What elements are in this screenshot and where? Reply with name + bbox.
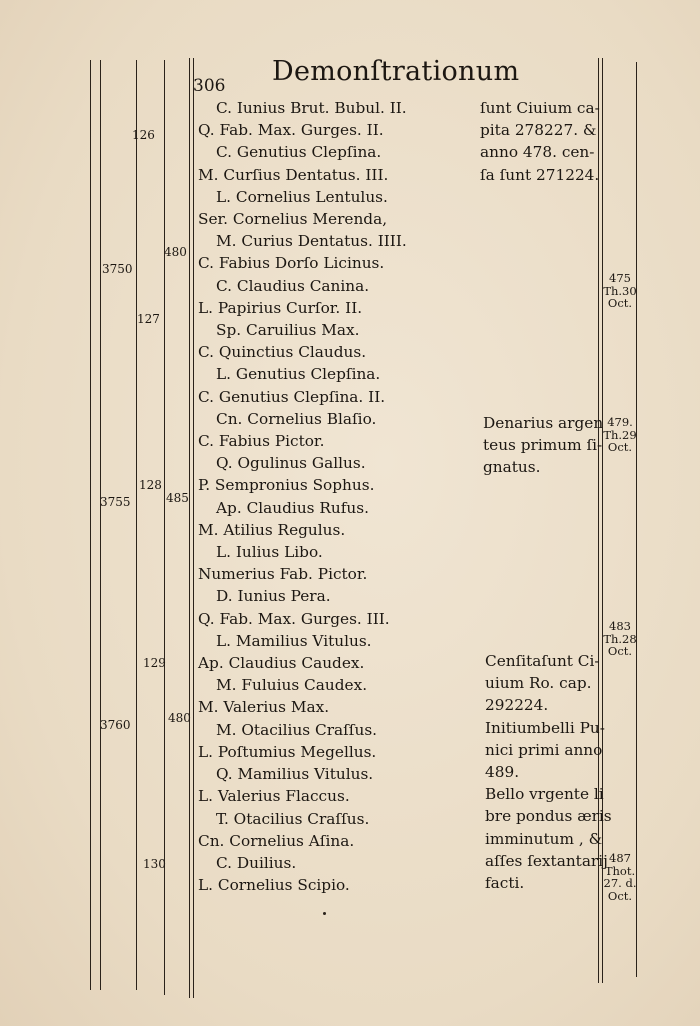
consul-entry: L. Papirius Curſor. II. xyxy=(198,298,363,317)
olympiad-line: Oct. xyxy=(607,888,633,903)
year-3755: 3755 xyxy=(100,495,131,509)
olympiad-line: Oct. xyxy=(607,296,633,310)
olympiad-487 xyxy=(600,852,640,902)
olympiad-line: Oct. xyxy=(607,440,633,454)
consul-entry: T. Otacilius Craſſus. xyxy=(216,809,370,828)
consul-entry: Ap. Claudius Rufus. xyxy=(216,498,369,517)
note-line: Denarius argen xyxy=(483,414,604,432)
page-number: 306 xyxy=(193,76,226,96)
rule-1 xyxy=(90,60,91,990)
olympiad-479 xyxy=(600,416,640,454)
note-denarius xyxy=(483,412,603,479)
page-title: Demonſtrationum xyxy=(272,56,520,87)
year-3760: 3760 xyxy=(100,718,131,732)
consul-entry: M. Otacilius Craſſus. xyxy=(216,720,378,739)
ornament-dot xyxy=(323,912,326,915)
consul-entry: M. Curſius Dentatus. III. xyxy=(198,165,389,184)
year-126: 126 xyxy=(132,128,155,142)
year-480-b: 480 xyxy=(168,711,191,725)
rule-5 xyxy=(189,58,190,998)
note-line: facti. xyxy=(485,874,525,893)
olympiad-line: 479. xyxy=(607,415,633,429)
note-line: Initiumbelli Pu- xyxy=(485,718,605,737)
olympiad-483 xyxy=(600,620,640,658)
consul-entry: C. Iunius Brut. Bubul. II. xyxy=(216,99,407,117)
olympiad-line: 487 xyxy=(609,851,631,865)
olympiad-line: Th.28 xyxy=(603,631,637,646)
consul-entry: Numerius Fab. Pictor. xyxy=(198,565,368,584)
consul-list xyxy=(196,97,486,896)
note-line: aſſes ſextantarij xyxy=(485,851,608,870)
olympiad-line: Oct. xyxy=(607,644,633,658)
consul-entry: Cn. Cornelius Blaſio. xyxy=(216,409,377,428)
consul-entry: L. Iulius Libo. xyxy=(216,543,323,562)
consul-entry: D. Iunius Pera. xyxy=(216,587,331,606)
year-130: 130 xyxy=(143,857,166,871)
note-census-1 xyxy=(480,97,600,186)
olympiad-line: 27. d. xyxy=(603,876,637,890)
consul-entry: C. Fabius Dorſo Licinus. xyxy=(198,254,385,273)
note-line: gnatus. xyxy=(483,458,541,477)
consul-entry: Q. Ogulinus Gallus. xyxy=(216,454,366,473)
rule-2 xyxy=(100,60,101,990)
note-line: Cenſitaſunt Ci- xyxy=(485,652,600,670)
note-line: Bello vrgente li xyxy=(485,785,604,804)
consul-entry: C. Fabius Pictor. xyxy=(198,432,325,451)
olympiad-line: Th.29 xyxy=(603,427,637,442)
note-line: anno 478. cen- xyxy=(480,143,595,162)
year-128: 128 xyxy=(139,478,162,492)
note-line: 489. xyxy=(485,763,520,782)
note-line: uium Ro. cap. xyxy=(485,674,592,693)
olympiad-line: 475 xyxy=(609,271,631,285)
year-480-a: 480 xyxy=(164,245,187,259)
consul-entry: Q. Mamilius Vitulus. xyxy=(216,765,374,784)
rule-9 xyxy=(636,62,637,977)
olympiad-475 xyxy=(600,272,640,310)
consul-entry: Sp. Caruilius Max. xyxy=(216,321,360,340)
consul-entry: M. Valerius Max. xyxy=(198,698,330,717)
consul-entry: C. Genutius Clepſina. II. xyxy=(198,387,386,406)
consul-entry: L. Mamilius Vitulus. xyxy=(216,631,372,650)
consul-entry: M. Curius Dentatus. IIII. xyxy=(216,232,407,251)
note-line: ſa ſunt 271224. xyxy=(480,165,600,184)
consul-entry: Q. Fab. Max. Gurges. III. xyxy=(198,609,390,628)
olympiad-line: Th.30 xyxy=(603,283,637,298)
consul-entry: C. Genutius Clepſina. xyxy=(216,143,382,162)
consul-entry: L. Cornelius Scipio. xyxy=(198,876,350,895)
olympiad-line: Thot. xyxy=(604,863,636,878)
consul-entry: L. Valerius Flaccus. xyxy=(198,787,350,806)
note-line: bre pondus æris xyxy=(485,807,612,826)
note-line: imminutum , & xyxy=(485,829,603,848)
rule-6 xyxy=(193,58,194,998)
year-129: 129 xyxy=(143,656,166,670)
note-line: pita 278227. & xyxy=(480,121,597,140)
consul-entry: L. Poſtumius Megellus. xyxy=(198,742,377,761)
olympiad-line: 483 xyxy=(609,619,631,633)
consul-entry: Ser. Cornelius Merenda, xyxy=(198,210,388,229)
note-line: 292224. xyxy=(485,696,549,715)
year-127: 127 xyxy=(137,312,160,326)
rule-3 xyxy=(136,60,137,990)
consul-entry: C. Duilius. xyxy=(216,853,297,872)
consul-entry: M. Atilius Regulus. xyxy=(198,520,346,539)
consul-entry: C. Quinctius Claudus. xyxy=(198,343,367,362)
note-line: teus primum ſi- xyxy=(483,436,603,455)
consul-entry: C. Claudius Canina. xyxy=(216,276,370,295)
consul-entry: Ap. Claudius Caudex. xyxy=(198,654,365,673)
note-line: nici primi anno xyxy=(485,740,603,759)
consul-entry: P. Sempronius Sophus. xyxy=(198,476,375,495)
year-485: 485 xyxy=(166,491,189,505)
note-line: ſunt Ciuium ca- xyxy=(480,99,600,117)
consul-entry: L. Cornelius Lentulus. xyxy=(216,187,388,206)
consul-entry: L. Genutius Clepſina. xyxy=(216,365,381,384)
consul-entry: M. Fuluius Caudex. xyxy=(216,676,368,695)
consul-entry: Cn. Cornelius Aſina. xyxy=(198,831,355,850)
consul-entry: Q. Fab. Max. Gurges. II. xyxy=(198,121,384,140)
note-census-2 xyxy=(485,650,612,894)
rule-4 xyxy=(164,60,165,995)
year-3750: 3750 xyxy=(102,262,133,276)
